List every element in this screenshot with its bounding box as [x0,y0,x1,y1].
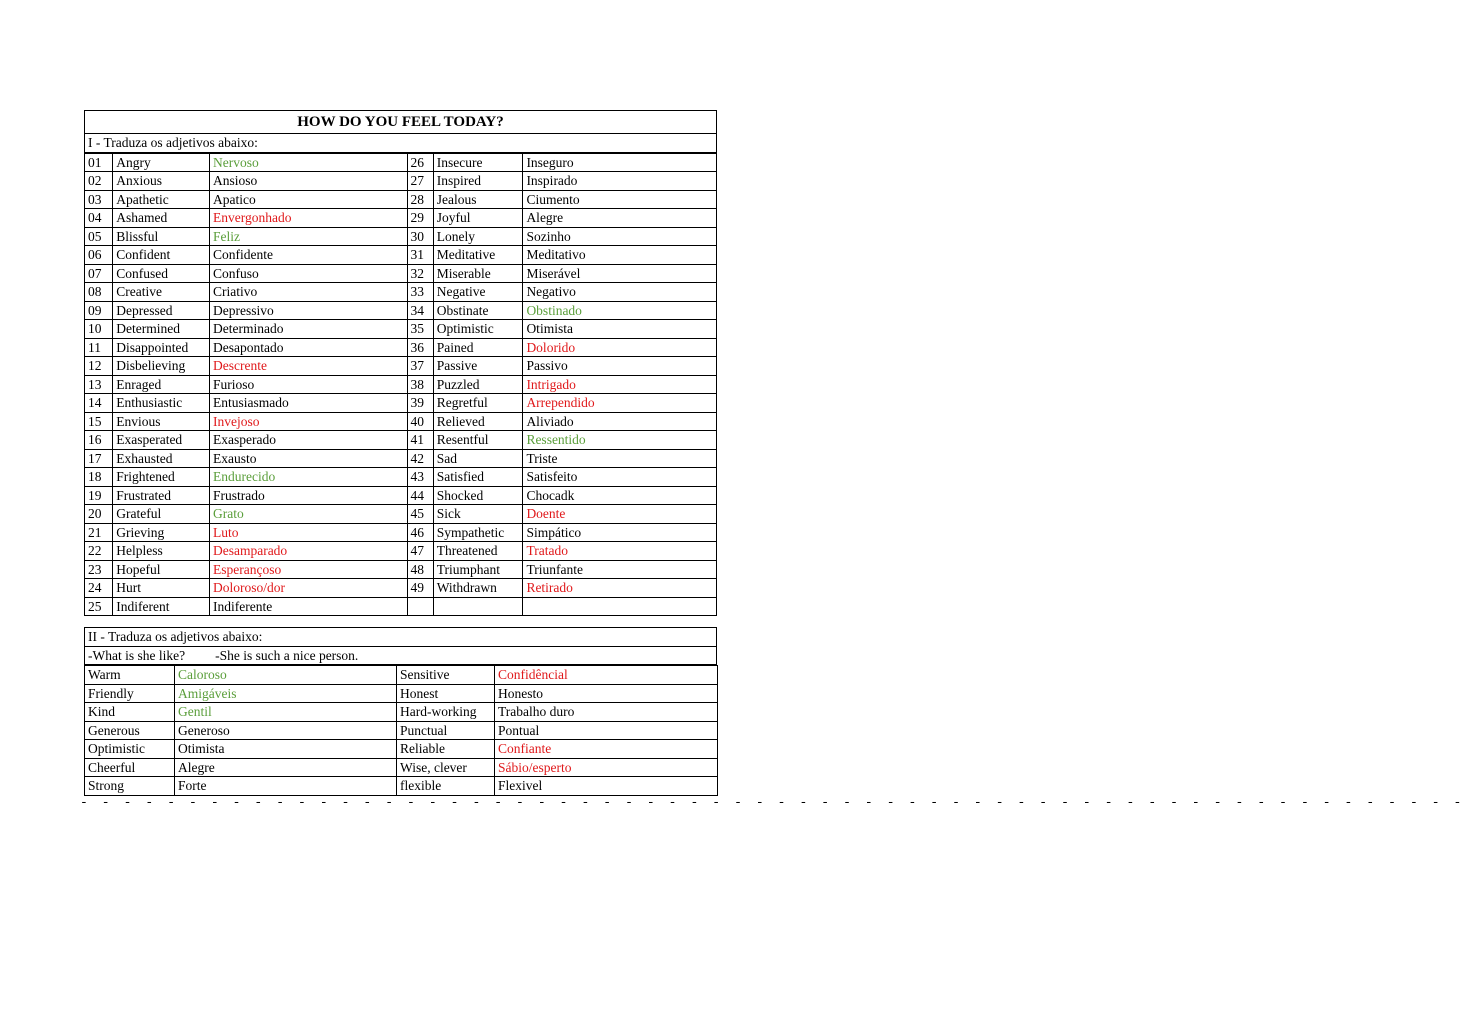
english-adjective: Exhausted [113,449,210,468]
item-number: 12 [85,357,113,376]
portuguese-translation: Inspirado [523,172,717,191]
portuguese-translation: Ansioso [209,172,407,191]
item-number: 10 [85,320,113,339]
english-adjective: Lonely [433,227,523,246]
item-number: 33 [407,283,433,302]
english-adjective: Frustrated [113,486,210,505]
item-number: 38 [407,375,433,394]
table-row [85,301,717,320]
portuguese-translation: Generoso [175,721,397,740]
portuguese-translation: Indiferente [209,597,407,616]
english-adjective: Sad [433,449,523,468]
item-number: 35 [407,320,433,339]
item-number: 09 [85,301,113,320]
item-number: 15 [85,412,113,431]
portuguese-translation: Depressivo [209,301,407,320]
portuguese-translation: Invejoso [209,412,407,431]
item-number: 24 [85,579,113,598]
portuguese-translation [523,597,717,616]
item-number: 02 [85,172,113,191]
table-row [85,703,718,722]
english-adjective: Disappointed [113,338,210,357]
english-adjective: Negative [433,283,523,302]
english-adjective: Determined [113,320,210,339]
item-number: 46 [407,523,433,542]
section2-header-table [84,627,717,665]
example-answer: -She is such a nice person. [215,647,359,663]
english-adjective: Sympathetic [433,523,523,542]
portuguese-translation: Apatico [209,190,407,209]
english-adjective: Kind [85,703,175,722]
english-adjective: Jealous [433,190,523,209]
english-adjective: Punctual [397,721,495,740]
english-adjective: Confident [113,246,210,265]
portuguese-translation: Honesto [495,684,718,703]
table-row [85,209,717,228]
item-number [407,597,433,616]
item-number: 30 [407,227,433,246]
section1-table [84,153,717,617]
english-adjective: Puzzled [433,375,523,394]
english-adjective: Exasperated [113,431,210,450]
portuguese-translation: Sábio/esperto [495,758,718,777]
english-adjective: Enraged [113,375,210,394]
item-number: 43 [407,468,433,487]
portuguese-translation: Triste [523,449,717,468]
english-adjective: Grieving [113,523,210,542]
portuguese-translation: Amigáveis [175,684,397,703]
portuguese-translation: Descrente [209,357,407,376]
portuguese-translation: Caloroso [175,666,397,685]
portuguese-translation: Ressentido [523,431,717,450]
english-adjective: Apathetic [113,190,210,209]
section2 [84,627,717,796]
english-adjective: Optimistic [85,740,175,759]
english-adjective: Sensitive [397,666,495,685]
cut-line-separator: - - - - - - - - - - - - - - - - - - - - - - - - - - - - - - - - - - - - - - - - - - - - - - - - - - - - - - - - - - - - - - - - [80,795,1464,810]
item-number: 21 [85,523,113,542]
portuguese-translation: Obstinado [523,301,717,320]
portuguese-translation: Determinado [209,320,407,339]
english-adjective: Angry [113,153,210,172]
english-adjective: Friendly [85,684,175,703]
portuguese-translation: Doente [523,505,717,524]
portuguese-translation: Desamparado [209,542,407,561]
table-row [85,375,717,394]
table-row [85,684,718,703]
table-row [85,542,717,561]
item-number: 36 [407,338,433,357]
english-adjective: Cheerful [85,758,175,777]
english-adjective: Triumphant [433,560,523,579]
english-adjective: Pained [433,338,523,357]
portuguese-translation: Grato [209,505,407,524]
portuguese-translation: Gentil [175,703,397,722]
table-row [85,740,718,759]
english-adjective: Warm [85,666,175,685]
item-number: 16 [85,431,113,450]
portuguese-translation: Retirado [523,579,717,598]
table-row [85,523,717,542]
portuguese-translation: Inseguro [523,153,717,172]
english-adjective: Honest [397,684,495,703]
table-row [85,579,717,598]
portuguese-translation: Pontual [495,721,718,740]
table-row [85,412,717,431]
item-number: 01 [85,153,113,172]
table-row [85,666,718,685]
portuguese-translation: Confidente [209,246,407,265]
item-number: 37 [407,357,433,376]
item-number: 25 [85,597,113,616]
portuguese-translation: Confuso [209,264,407,283]
table-row [85,505,717,524]
english-adjective: Joyful [433,209,523,228]
english-adjective: Sick [433,505,523,524]
item-number: 49 [407,579,433,598]
english-adjective: Threatened [433,542,523,561]
section2-table [84,665,718,796]
portuguese-translation: Negativo [523,283,717,302]
english-adjective: Withdrawn [433,579,523,598]
english-adjective: Passive [433,357,523,376]
item-number: 04 [85,209,113,228]
table-row [85,227,717,246]
table-row [85,721,718,740]
table-row [85,357,717,376]
portuguese-translation: Esperançoso [209,560,407,579]
table-row [85,431,717,450]
portuguese-translation: Intrigado [523,375,717,394]
item-number: 17 [85,449,113,468]
section2-heading: II - Traduza os adjetivos abaixo: [85,628,717,647]
table-row [85,560,717,579]
portuguese-translation: Satisfeito [523,468,717,487]
table-row [85,597,717,616]
portuguese-translation: Confiante [495,740,718,759]
portuguese-translation: Dolorido [523,338,717,357]
english-adjective: Satisfied [433,468,523,487]
english-adjective: Wise, clever [397,758,495,777]
english-adjective: Insecure [433,153,523,172]
item-number: 03 [85,190,113,209]
item-number: 32 [407,264,433,283]
english-adjective: Blissful [113,227,210,246]
english-adjective: Reliable [397,740,495,759]
english-adjective: Frightened [113,468,210,487]
item-number: 18 [85,468,113,487]
item-number: 28 [407,190,433,209]
table-row [85,190,717,209]
english-adjective: Hard-working [397,703,495,722]
section1-heading: I - Traduza os adjetivos abaixo: [85,134,717,153]
portuguese-translation: Luto [209,523,407,542]
english-adjective: Regretful [433,394,523,413]
table-row [85,758,718,777]
english-adjective: Obstinate [433,301,523,320]
portuguese-translation: Desapontado [209,338,407,357]
portuguese-translation: Triunfante [523,560,717,579]
item-number: 22 [85,542,113,561]
portuguese-translation: Trabalho duro [495,703,718,722]
table-row [85,246,717,265]
item-number: 23 [85,560,113,579]
table-row [85,449,717,468]
table-row [85,486,717,505]
table-row [85,283,717,302]
portuguese-translation: Alegre [175,758,397,777]
english-adjective: Creative [113,283,210,302]
item-number: 08 [85,283,113,302]
table-row [85,153,717,172]
portuguese-translation: Chocadk [523,486,717,505]
portuguese-translation: Nervoso [209,153,407,172]
portuguese-translation: Feliz [209,227,407,246]
example-question: -What is she like? [88,647,186,663]
english-adjective: Shocked [433,486,523,505]
english-adjective: Resentful [433,431,523,450]
item-number: 19 [85,486,113,505]
title-table [84,110,717,153]
item-number: 44 [407,486,433,505]
table-row [85,777,718,796]
portuguese-translation: Exausto [209,449,407,468]
portuguese-translation: Frustrado [209,486,407,505]
table-row [85,264,717,283]
item-number: 40 [407,412,433,431]
portuguese-translation: Passivo [523,357,717,376]
english-adjective: Miserable [433,264,523,283]
portuguese-translation: Exasperado [209,431,407,450]
english-adjective: Strong [85,777,175,796]
english-adjective: Indiferent [113,597,210,616]
item-number: 07 [85,264,113,283]
table-row [85,468,717,487]
portuguese-translation: Envergonhado [209,209,407,228]
item-number: 42 [407,449,433,468]
section2-example [85,646,717,665]
portuguese-translation: Forte [175,777,397,796]
portuguese-translation: Simpático [523,523,717,542]
english-adjective: Depressed [113,301,210,320]
item-number: 14 [85,394,113,413]
english-adjective: Generous [85,721,175,740]
english-adjective: Inspired [433,172,523,191]
english-adjective: Anxious [113,172,210,191]
item-number: 26 [407,153,433,172]
portuguese-translation: Flexivel [495,777,718,796]
english-adjective: Envious [113,412,210,431]
item-number: 05 [85,227,113,246]
table-row [85,320,717,339]
english-adjective: Optimistic [433,320,523,339]
item-number: 13 [85,375,113,394]
item-number: 41 [407,431,433,450]
english-adjective [433,597,523,616]
worksheet [84,110,717,616]
portuguese-translation: Ciumento [523,190,717,209]
item-number: 47 [407,542,433,561]
item-number: 06 [85,246,113,265]
portuguese-translation: Confidêncial [495,666,718,685]
english-adjective: Relieved [433,412,523,431]
item-number: 29 [407,209,433,228]
english-adjective: Meditative [433,246,523,265]
table-row [85,394,717,413]
item-number: 45 [407,505,433,524]
english-adjective: Ashamed [113,209,210,228]
portuguese-translation: Furioso [209,375,407,394]
portuguese-translation: Criativo [209,283,407,302]
table-row [85,338,717,357]
item-number: 27 [407,172,433,191]
portuguese-translation: Otimista [523,320,717,339]
english-adjective: Confused [113,264,210,283]
portuguese-translation: Entusiasmado [209,394,407,413]
english-adjective: Grateful [113,505,210,524]
portuguese-translation: Sozinho [523,227,717,246]
page-title: HOW DO YOU FEEL TODAY? [85,111,717,134]
english-adjective: Hurt [113,579,210,598]
english-adjective: Helpless [113,542,210,561]
item-number: 11 [85,338,113,357]
english-adjective: Enthusiastic [113,394,210,413]
item-number: 48 [407,560,433,579]
portuguese-translation: Meditativo [523,246,717,265]
english-adjective: Disbelieving [113,357,210,376]
portuguese-translation: Aliviado [523,412,717,431]
portuguese-translation: Arrependido [523,394,717,413]
english-adjective: flexible [397,777,495,796]
item-number: 20 [85,505,113,524]
item-number: 39 [407,394,433,413]
table-row [85,172,717,191]
portuguese-translation: Endurecido [209,468,407,487]
portuguese-translation: Otimista [175,740,397,759]
portuguese-translation: Tratado [523,542,717,561]
english-adjective: Hopeful [113,560,210,579]
portuguese-translation: Miserável [523,264,717,283]
portuguese-translation: Alegre [523,209,717,228]
portuguese-translation: Doloroso/dor [209,579,407,598]
item-number: 34 [407,301,433,320]
item-number: 31 [407,246,433,265]
